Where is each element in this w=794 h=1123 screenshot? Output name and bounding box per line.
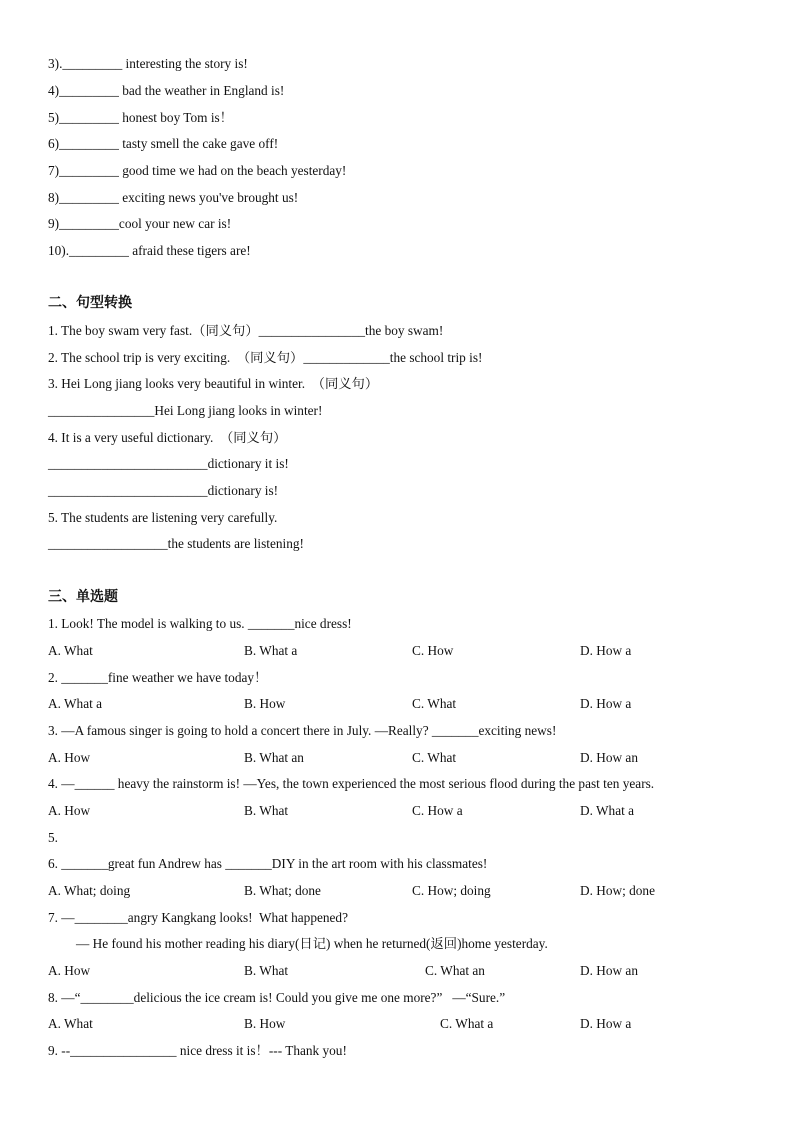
option-b: B. What a	[244, 643, 298, 658]
transform-line: 5. The students are listening very carefully.	[48, 510, 278, 525]
question-stem: 1. Look! The model is walking to us. _______nice dress!	[48, 616, 352, 631]
transform-line: ________________________dictionary it is!	[48, 456, 289, 471]
transform-line: ________________________dictionary is!	[48, 483, 279, 498]
fill-item: 5)_________ honest boy Tom is！	[48, 110, 233, 125]
question-stem: 2. _______fine weather we have today！	[48, 670, 268, 685]
option-a: A. What	[48, 643, 93, 658]
option-a: A. How	[48, 963, 91, 978]
option-d: D. How a	[580, 643, 632, 658]
option-d: D. How an	[580, 963, 638, 978]
option-b: B. How	[244, 696, 286, 711]
option-b: B. What an	[244, 750, 304, 765]
transform-line: 3. Hei Long jiang looks very beautiful in winter. （同义句）	[48, 376, 379, 391]
transform-line: 2. The school trip is very exciting. （同义句）_____________the school trip is!	[48, 350, 483, 365]
section-heading-sentence-transform: 二、句型转换	[48, 295, 132, 311]
fill-item: 7)_________ good time we had on the beach yesterday!	[48, 163, 347, 178]
transform-line: 1. The boy swam very fast.（同义句）________________the boy swam!	[48, 323, 444, 338]
option-d: D. How a	[580, 696, 632, 711]
option-a: A. What a	[48, 696, 103, 711]
option-c: C. What	[412, 750, 457, 765]
option-b: B. What; done	[244, 883, 321, 898]
option-a: A. How	[48, 803, 91, 818]
option-a: A. How	[48, 750, 91, 765]
question-stem: 5.	[48, 830, 58, 845]
option-c: C. How	[412, 643, 454, 658]
question-stem: 9. --________________ nice dress it is！--- Thank you!	[48, 1043, 347, 1058]
option-c: C. What an	[425, 963, 485, 978]
option-c: C. How; doing	[412, 883, 491, 898]
option-c: C. How a	[412, 803, 463, 818]
question-stem: 3. —A famous singer is going to hold a concert there in July. —Really? _______exciting news!	[48, 723, 557, 738]
fill-item: 10)._________ afraid these tigers are!	[48, 243, 251, 258]
question-stem: 6. _______great fun Andrew has _______DIY in the art room with his classmates!	[48, 856, 488, 871]
option-d: D. How a	[580, 1016, 632, 1031]
fill-item: 4)_________ bad the weather in England is!	[48, 83, 285, 98]
transform-line: __________________the students are listening!	[48, 536, 304, 551]
option-d: D. How; done	[580, 883, 655, 898]
option-c: C. What a	[440, 1016, 494, 1031]
fill-item: 8)_________ exciting news you've brought us!	[48, 190, 299, 205]
fill-item: 6)_________ tasty smell the cake gave off!	[48, 136, 279, 151]
option-d: D. What a	[580, 803, 635, 818]
option-b: B. How	[244, 1016, 286, 1031]
option-a: A. What	[48, 1016, 93, 1031]
option-a: A. What; doing	[48, 883, 131, 898]
question-stem: 4. —______ heavy the rainstorm is! —Yes, the town experienced the most serious flood during the past ten years.	[48, 776, 655, 791]
section-heading-multiple-choice: 三、单选题	[48, 589, 118, 605]
question-stem: 7. —________angry Kangkang looks! What happened?	[48, 910, 348, 925]
fill-item: 3)._________ interesting the story is!	[48, 56, 248, 71]
option-b: B. What	[244, 963, 289, 978]
transform-line: 4. It is a very useful dictionary. （同义句）	[48, 430, 287, 445]
option-b: B. What	[244, 803, 289, 818]
option-d: D. How an	[580, 750, 638, 765]
question-stem-reply: — He found his mother reading his diary(日记) when he returned(返回)home yesterday.	[76, 936, 548, 951]
option-c: C. What	[412, 696, 457, 711]
fill-item: 9)_________cool your new car is!	[48, 216, 232, 231]
question-stem: 8. —“________delicious the ice cream is! Could you give me one more?” —“Sure.”	[48, 990, 506, 1005]
transform-line: ________________Hei Long jiang looks in winter!	[48, 403, 323, 418]
